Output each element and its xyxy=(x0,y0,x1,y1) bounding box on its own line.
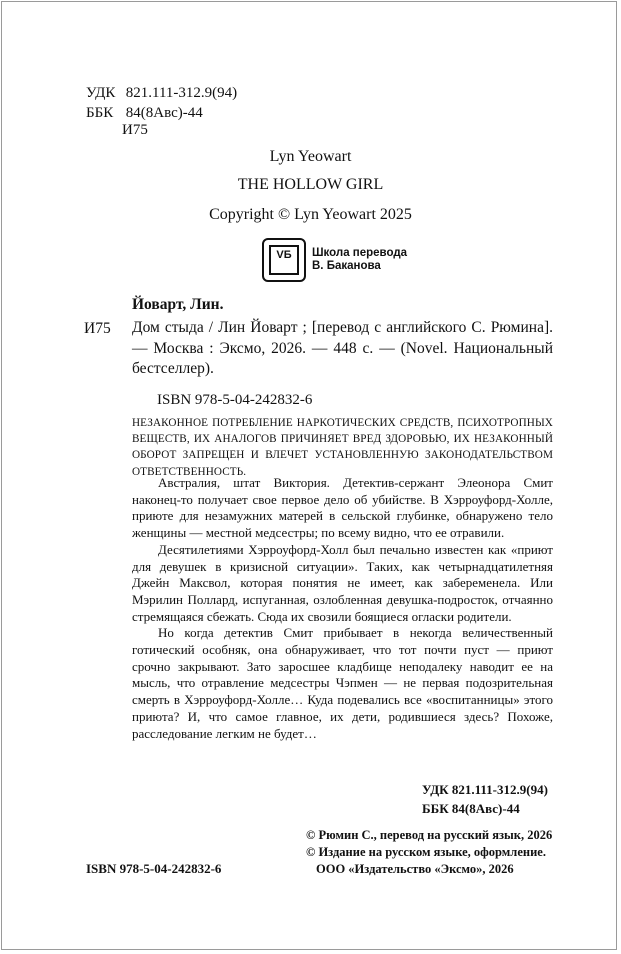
logo-line-2: В. Баканова xyxy=(312,260,381,272)
udk-label: УДК xyxy=(86,85,116,101)
logo-line-1: Школа перевода xyxy=(312,247,408,259)
copyright-block xyxy=(306,827,552,878)
original-title: THE HOLLOW GIRL xyxy=(237,176,384,193)
bib-description: Дом стыда / Лин Йоварт ; [перевод с английского С. Рюмина]. — Москва : Эксмо, 2026. — 448 с. — (Novel. Национальный бестселлер). xyxy=(132,319,553,377)
annotation xyxy=(132,475,553,742)
udk-line xyxy=(86,83,237,103)
school-logo-icon xyxy=(262,238,306,282)
bbk-value: 84(8Авс)-44 xyxy=(125,105,203,121)
copyright-line: © Издание на русском языке, оформление. xyxy=(306,845,546,859)
annotation-paragraph: Австралия, штат Виктория. Детектив-сержант Элеонора Смит наконец-то получает свое первое дело об убийстве. В Хэрроуфорд-Холле, приюте для незамужних матерей в сельской глубинке, обнаружено тело женщины — местной медсестры; по всему видно, что ее отравили. xyxy=(132,475,553,541)
udk-value: 821.111-312.9(94) xyxy=(125,85,238,101)
original-copyright: Copyright © Lyn Yeowart 2025 xyxy=(209,206,412,223)
logo-text xyxy=(312,247,407,273)
bib-index: И75 xyxy=(84,320,111,337)
annotation-paragraph: Десятилетиями Хэрроуфорд-Холл был печально известен как «приют для девушек в кризисной ситуации». Таких, как четырнадцатилетняя Джейн Максвол, которая понятия не имеет, как забеременела. Или Мэрилин Поллард, испуганная, озлобленная девушка-подросток, отчаянно стремящаяся сбежать. Сюда их свозили боящиеся огласки родители. xyxy=(132,541,553,624)
annotation-paragraph: Но когда детектив Смит прибывает в некогда величественный готический особняк, она обнаруживает, что тот почти пуст — приют срочно закрывают. Зато заросшее кладбище неподалеку наводит ее на мысль, что отравление медсестры Чэпмен — не первая подозрительная смерть в Хэрроуфорд-Холле… Куда подевались все «воспитанницы» этого приюта? И, что самое главное, их дети, родившиеся здесь? Похоже, расследование легким не будет… xyxy=(132,625,553,741)
copyright-line: ООО «Издательство «Эксмо», 2026 xyxy=(316,862,514,876)
author-mark: И75 xyxy=(122,122,148,138)
logo-mark: VБ xyxy=(269,245,299,275)
bbk-label: ББК xyxy=(86,105,114,121)
copyright-line: © Рюмин С., перевод на русский язык, 2026 xyxy=(306,828,553,842)
footer-classification xyxy=(422,780,548,818)
original-author: Lyn Yeowart xyxy=(269,148,352,165)
drug-warning: НЕЗАКОННОЕ ПОТРЕБЛЕНИЕ НАРКОТИЧЕСКИХ СРЕДСТВ, ПСИХОТРОПНЫХ ВЕЩЕСТВ, ИХ АНАЛОГОВ ПРИЧИНЯЕТ ВРЕД ЗДОРОВЬЮ, ИХ НЕЗАКОННЫЙ ОБОРОТ ЗАПРЕЩЕН И ВЛЕЧЕТ УСТАНОВЛЕННУЮ ЗАКОНОДАТЕЛЬСТВОМ ОТВЕТСТВЕННОСТЬ. xyxy=(132,417,553,478)
isbn-bottom: ISBN 978-5-04-242832-6 xyxy=(86,861,222,876)
bib-isbn: ISBN 978-5-04-242832-6 xyxy=(157,392,313,408)
bib-author-heading: Йоварт, Лин. xyxy=(132,296,224,313)
footer-bbk: ББК 84(8Авс)-44 xyxy=(422,801,520,816)
footer-udk: УДК 821.111-312.9(94) xyxy=(422,782,548,797)
